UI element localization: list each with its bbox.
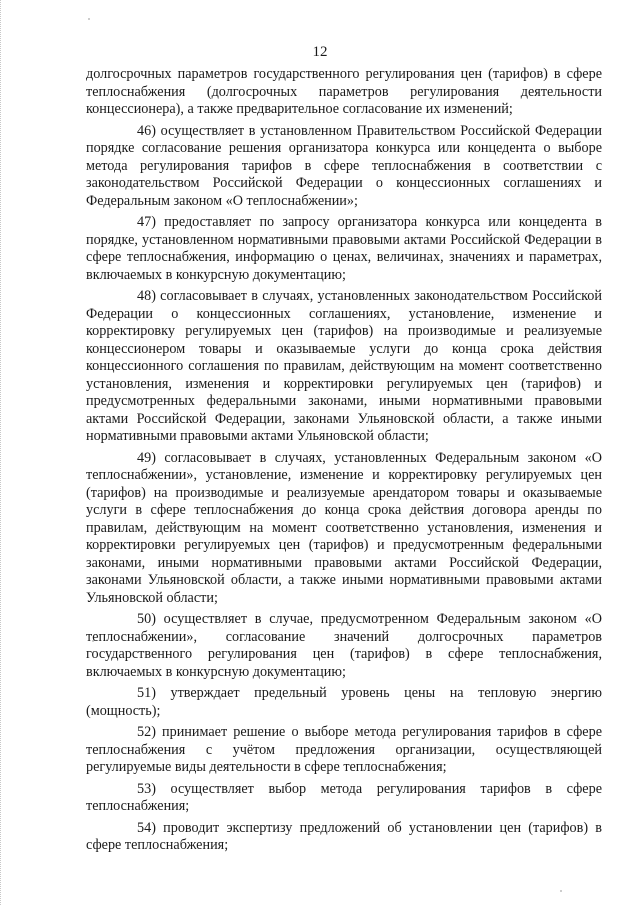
paragraph-item-54: 54) проводит экспертизу предложений об установлении цен (тарифов) в сфере теплоснабжения; — [86, 819, 602, 853]
paragraph-item-48: 48) согласовывает в случаях, установленных законодательством Российской Федерации о концессионных соглашениях, установление, изменение и корректировку регулируемых цен (тарифов) на производимые и реализуемые концессионером товары и оказываемые услуги до конца срока действия концессионного соглашения по правилам, действующим на момент соответственно установления, изменения и корректировки регулируемых цен (тарифов) и предусмотренных федеральными законами, иными нормативными правовыми актами Российской Федерации, законами Ульяновской области, а также иными нормативными правовыми актами Ульяновской области; — [86, 288, 602, 444]
paragraph-item-46: 46) осуществляет в установленном Правительством Российской Федерации порядке согласование решения организатора конкурса или концедента о выборе метода регулирования тарифов в сфере теплоснабжения в соответствии с законодательством Российской Федерации о концессионных соглашениях и Федеральным законом «О теплоснабжении»; — [86, 122, 602, 209]
paragraph-item-49: 49) согласовывает в случаях, установленных Федеральным законом «О теплоснабжении», установление, изменение и корректировку регулируемых цен (тарифов) на производимые и реализуемые арендатором товары и оказываемые услуги в сфере теплоснабжения до конца срока действия договора аренды по правилам, действующим на момент соответственно установления, изменения и корректировки регулируемых цен (тарифов) и предусмотренным федеральными законами, иными нормативными правовыми актами Российской Федерации, законами Ульяновской области, а также иными нормативными правовыми актами Ульяновской области; — [86, 449, 602, 606]
paragraph-item-52: 52) принимает решение о выборе метода регулирования тарифов в сфере теплоснабжения с учётом предложения организации, осуществляющей регулируемые виды деятельности в сфере теплоснабжения; — [86, 724, 602, 775]
paragraph-item-50: 50) осуществляет в случае, предусмотренном Федеральным законом «О теплоснабжении», согласование значений долгосрочных параметров государственного регулирования цен (тарифов) в сфере теплоснабжения, включаемых в конкурсную документацию; — [86, 611, 602, 680]
paragraph-item-53: 53) осуществляет выбор метода регулирования тарифов в сфере теплоснабжения; — [86, 780, 602, 814]
scan-speck — [88, 18, 90, 20]
page-number: 12 — [312, 44, 328, 60]
paragraph-item-51: 51) утверждает предельный уровень цены на тепловую энергию (мощность); — [86, 685, 602, 719]
document-body — [86, 66, 602, 859]
paragraph-continuation: долгосрочных параметров государственного регулирования цен (тарифов) в сфере теплоснабжения (долгосрочных параметров регулирования деятельности концессионера), а также предварительное согласование их изменений; — [86, 66, 602, 117]
scan-speck — [560, 890, 562, 892]
paragraph-item-47: 47) предоставляет по запросу организатора конкурса или концедента в порядке, установленном нормативными правовыми актами Российской Федерации в сфере теплоснабжения, информацию о ценах, величинах, значениях и параметрах, включаемых в конкурсную документацию; — [86, 214, 602, 283]
page-left-edge — [0, 0, 7, 905]
